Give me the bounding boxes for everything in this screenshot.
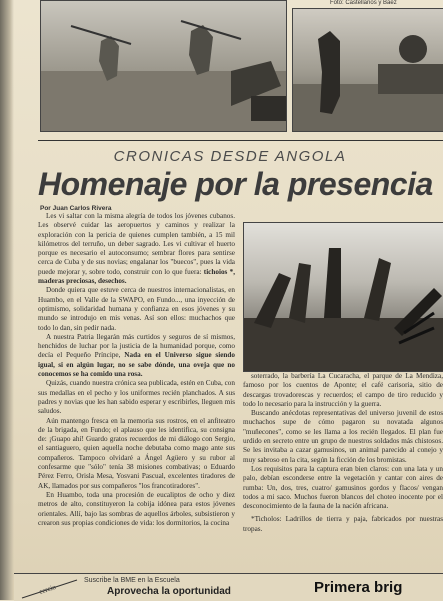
- header-rule-top: [38, 140, 443, 141]
- stamp-graphic: [20, 578, 80, 600]
- section-title: CRONICAS DESDE ANGOLA: [113, 148, 347, 165]
- footnote: *Ticholos: Ladrillos de tierra y paja, fabricados por nuestras tropas.: [243, 515, 443, 533]
- ad-small-text: Suscribe la BME en la Escuela: [84, 577, 180, 584]
- paragraph: En Huambo, toda una procesión de eucaliptos de ocho y diez metros de alto, constituyeron la cobija idónea para estos jóvenes orientales. Allí, bajo las sombras de aquellos árboles, subsistieron y crearon sus propias condiciones de vida: los dormitorios, la cocina: [38, 490, 235, 527]
- byline: Por Juan Carlos Rivera: [40, 205, 112, 212]
- photo-monument-graphic: [244, 223, 443, 371]
- paragraph: Les vi saltar con la misma alegría de todos los jóvenes cubanos. Les observé cuidar las aeropuertos y caminos y realizar la exploración con la pericia de quienes cumplen también, a 15 mil kilómetros del terruño, un deber sagrado. Les vi cultivar el huerto porque es necesario el autoconsumo; sembrar flores para sentirse cerca de Cuba y de sus novias; engalanar los "buecos", pues la vida puede mejorar y, sobre todo, construir con lo que fuera: tichoios *, maderas preciosas, desechos.: [38, 212, 236, 286]
- paragraph: soterrado, la barbería La Cucaracha, el parque de La Mendiza, famoso por los cuentos de Aponte; el café carisoria, sitio de descargas trovadorescas y recuerdos; el campo de tiro reducido y todo lo necesario para la instrucción y la guerra.: [243, 372, 443, 408]
- photo-soldiers-monument: [243, 222, 443, 372]
- photo-soldiers-graphic: [41, 1, 286, 131]
- photo-soldier-field-graphic: [293, 9, 443, 131]
- photo-soldier-field: [292, 8, 443, 132]
- paragraph: A nuestra Patria llegarán más curtidos y seguros de sí mismos, henchidos de luchar por la justicia de la humanidad porque, como decía el Pequeño Príncipe, Nada en el Universo sigue siendo igual, si en algún lugar, no se sabe dónde, una oveja que no conocemos se ha comido una rosa.: [38, 332, 235, 379]
- headline: Homenaje por la presencia: [38, 166, 433, 202]
- article-column-2: [243, 372, 443, 534]
- paragraph: Buscando anécdotas representativas del universo juvenil de estos muchachos supe de cómo pagaron su novatada algunos "muñecones", como se les llama a los recién llegados. El plan fue urdido en secreto entre un grupo de nuestros soldados más chistosos. Se les invitaba a cazar gamusinos, un animal parecido al conejo y muy sabroso en la cita, según la ficción de los bromistas.: [243, 409, 443, 464]
- ad-subtitle: Aprovecha la oportunidad: [107, 586, 231, 597]
- paragraph: Donde quiera que estuve cerca de nuestros internacionalistas, en Huambo, en el Valle de la SWAPO, en Fundo..., una inyección de optimismo, solidaridad humana y confianza en esos jóvenes y su mundo se introdujo en mis venas. Así son ellos: muchachos que todo lo dan, sin pedir nada.: [38, 286, 235, 332]
- photo-soldiers-training: [40, 0, 287, 132]
- ad-right-headline: Primera brig: [314, 579, 403, 596]
- paragraph: Los requisitos para la captura eran bien claros: con una lata y un palo, debían esconderse entre la vegetación y cantar con aires de rumba: Un, dos, tres, cuatro/ gamusinos gordos y flacos/ vengan todos a mi saco. Muchos fueron blancos del choteo inocente por el desconocimiento de la fauna de la nación africana.: [243, 464, 443, 511]
- svg-text:cercio: cercio: [38, 583, 57, 596]
- paragraph: Aún mantengo fresca en la memoria sus rostros, en el anfiteatro de la brigada, en Fundo; el aplauso que les identifica, su consigna de: ¡Guapo ahí! Guardo gratos recuerdos de mi diálogo con Sergio, el santiaguero, quien aquella noche debutaba como mago ante sus compañeros. Tampoco olvidaré a Ángel Agüero y su rubor al confesarme que "sólo" tenía 38 misiones combativas; o Eduardo Pérez Ferro, Orisla Mesa, Yosvani Pascual, excelentes tiradores de AK, llamados por sus compañeros "los francotiradores".: [38, 416, 235, 490]
- page-edge-shadow: [0, 0, 14, 600]
- paragraph: Quizás, cuando nuestra crónica sea publicada, estén en Cuba, con sus medallas en el pecho y los uniformes recién planchados. A sus padres y novias que les han sabido esperar y escribirles, lleguen mis saludos.: [38, 379, 235, 416]
- photo-credit: Foto: Castellanos y Baez: [330, 0, 397, 6]
- article-column-1: [38, 212, 235, 528]
